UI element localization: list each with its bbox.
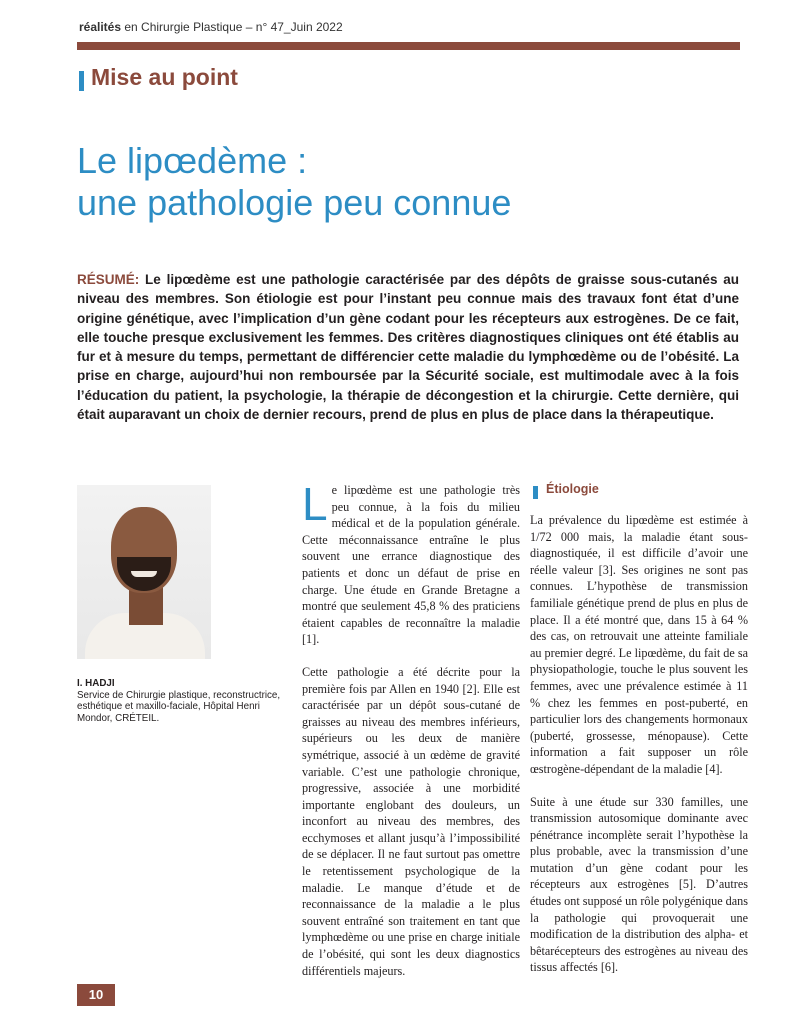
body-paragraph-2: Cette pathologie a été décrite pour la première fois par Allen en 1940 [2]. Elle est caractérisée par un dépôt sous-cutané de graisses au niveau des membres inférieurs, supérieurs ou les deux de manière symétrique, associé à un œdème de gravité variable. C’est une pathologie chronique, progressive, associée à une morbidité importante englobant des douleurs, un inconfort au niveau des membres, des ecchymoses et allant jusqu’à l’impossibilité de se déplacer. Il ne faut surtout pas omettre le retentissement psychologique de la maladie. Le manque d’étude et de reconnaissance de la maladie a le plus souvent entraîné son traitement en tant que lymphœdème ou une prise en charge initiale de l’obésité, qui sont les deux diagnostics différentiels majeurs. bbox=[302, 664, 520, 978]
author-affiliation: Service de Chirurgie plastique, reconstructrice, esthétique et maxillo-faciale, Hôpital Henri Mondor, CRÉTEIL. bbox=[77, 689, 281, 724]
author-block bbox=[77, 678, 287, 724]
article-title-line1: Le lipœdème : bbox=[77, 140, 308, 181]
section-title: Mise au point bbox=[91, 64, 238, 90]
issue-info: en Chirurgie Plastique – n° 47_Juin 2022 bbox=[121, 20, 343, 34]
etiologie-paragraph-1: La prévalence du lipœdème est estimée à 1/72 000 mais, la maladie étant sous-diagnostiquée, il est difficile d’avoir une réelle valeur [3]. Ses origines ne sont pas connues. L’hypothèse de transmission familiale génétique prend de plus en plus de place. Il a été montré que, dans 15 à 64 % des cas, on retrouvait une atteinte familiale au premier degré. Le lipœdème, du fait de sa physiopathologie, touche le plus souvent les femmes, avec une prévalence estimée à 11 % chez les femmes en post-puberté, en particulier lors des changements hormonaux (puberté, grossesse, ménopause). Cette information a fait supposer un rôle œstrogène-dépendant de la maladie [4]. bbox=[530, 513, 748, 776]
header-rule bbox=[77, 42, 740, 50]
author-photo bbox=[77, 485, 211, 659]
running-header bbox=[79, 20, 343, 34]
article-title-line2: une pathologie peu connue bbox=[77, 182, 512, 223]
etiologie-paragraph-2: Suite à une étude sur 330 familles, une transmission autosomique dominante avec pénétrance incomplète serait l’hypothèse la plus probable, avec la transmission d’une mutation d’un gène codant pour les récepteurs aux estrogènes [5]. D’autres études ont supposé un rôle polygénique dans la pathologie qui provoquerait une modification de la distribution des alpha- et bêtarécepteurs des estrogènes au niveau des tissus affectés [6]. bbox=[530, 794, 748, 975]
abstract-text: Le lipœdème est une pathologie caractérisée par des dépôts de graisse sous-cutanés au niveau des membres. Son étiologie est pour l’instant peu connue mais des travaux font état d’une origine génétique, avec l’implication d’un gène codant pour les récepteurs aux estrogènes. De ce fait, elle touche presque exclusivement les femmes. Des critères diagnostiques cliniques ont été établis au fur et à mesure du temps, permettant de différencier cette maladie du lymphœdème ou de l’obésité. La prise en charge, aujourd’hui non remboursée par la Sécurité sociale, est multimodale avec à la fois l’éducation du patient, la psychologie, la thérapie de décongestion et la chirurgie. Cette dernière, qui était auparavant un choix de dernier recours, prend de plus en plus de place dans la thérapeutique. bbox=[77, 272, 739, 423]
body-paragraph-1-text: e lipœdème est une pathologie très peu connue, à la fois du milieu médical et de la population générale. Cette méconnaissance entraîne le plus souvent une errance diagnostique des patients et donc un défaut de prise en charge. Une étude en Grande Bretagne a montré que seulement 45,8 % des praticiens étaient capables de reconnaître la maladie [1]. bbox=[302, 483, 520, 647]
abstract-label: RÉSUMÉ: bbox=[77, 272, 140, 287]
etiologie-marker bbox=[533, 486, 538, 499]
page-number: 10 bbox=[77, 984, 115, 1006]
abstract bbox=[77, 270, 739, 424]
body-column-right bbox=[530, 512, 748, 992]
author-name: I. HADJI bbox=[77, 678, 115, 689]
etiologie-heading: Étiologie bbox=[546, 482, 599, 496]
article-title bbox=[77, 140, 511, 224]
journal-name: réalités bbox=[79, 20, 122, 34]
body-column-middle bbox=[302, 478, 520, 995]
drop-cap: L bbox=[302, 478, 328, 530]
body-paragraph-1 bbox=[302, 478, 520, 648]
section-marker bbox=[79, 71, 84, 91]
